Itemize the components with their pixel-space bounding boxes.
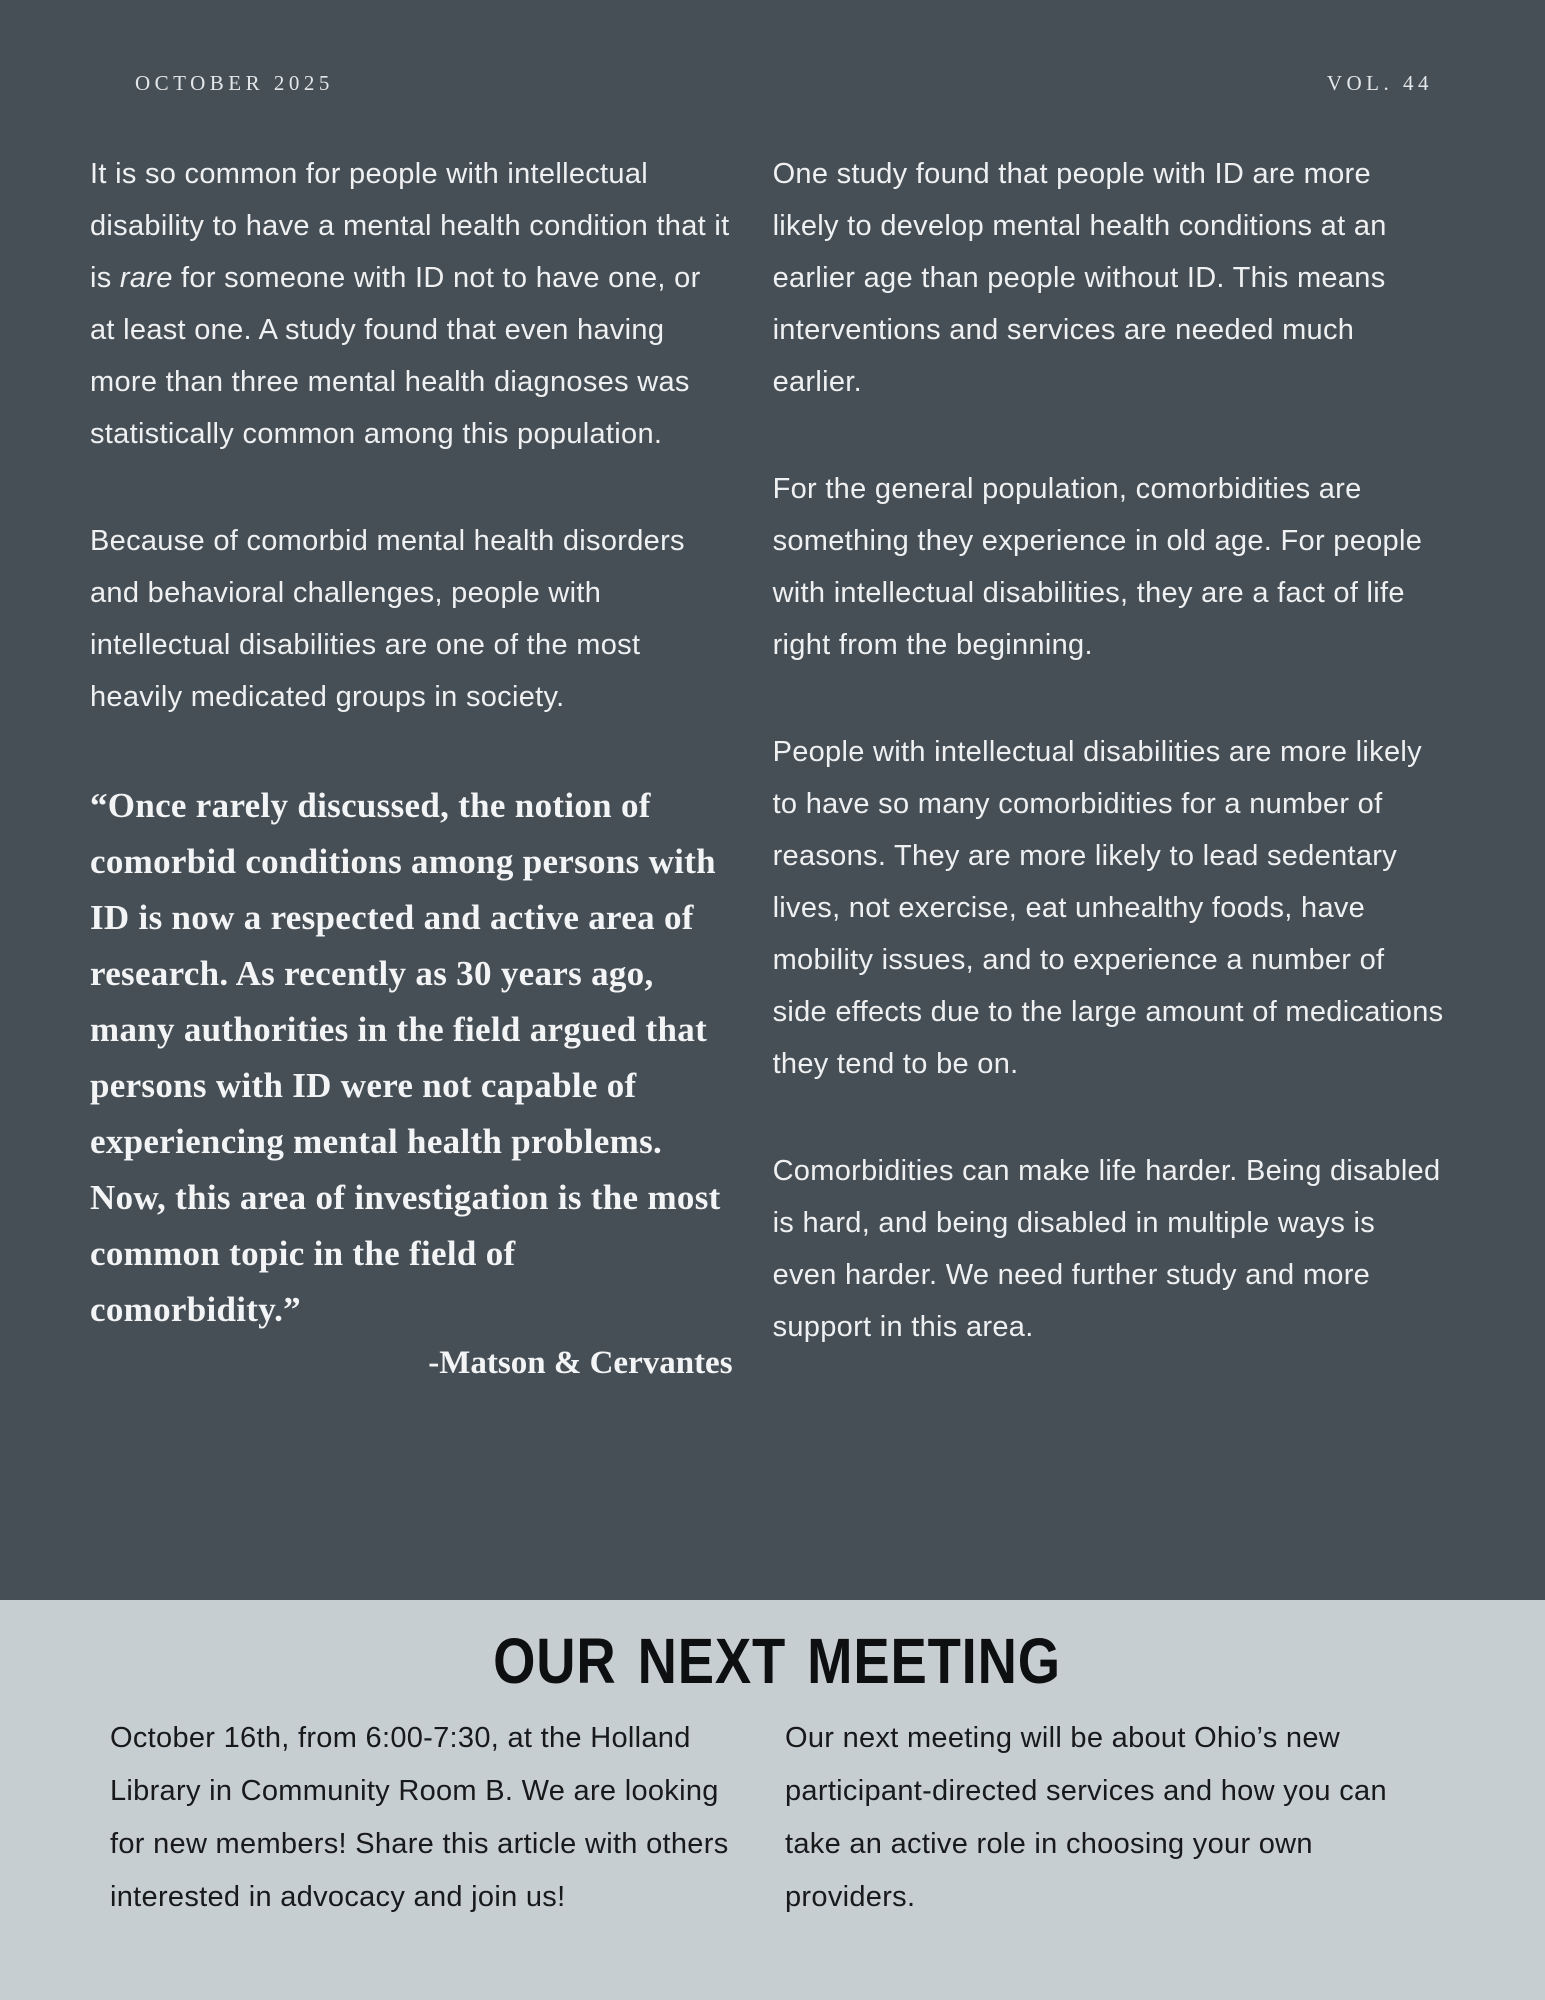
article-columns xyxy=(90,148,1445,1408)
left-paragraph-2: Because of comorbid mental health disorders and behavioral challenges, people with intellectual disabilities are one of the most heavily medicated groups in society. xyxy=(90,525,685,713)
masthead xyxy=(90,70,1445,96)
article-left-column xyxy=(90,148,733,1408)
meeting-title-text: OUR NEXT MEETING xyxy=(493,1625,1062,1697)
volume-label: VOL. 44 xyxy=(1326,71,1433,95)
meeting-title xyxy=(110,1625,1445,1697)
right-paragraph-2: For the general population, comorbidities are something they experience in old age. For people with intellectual disabilities, they are a fact of life right from the beginning. xyxy=(772,473,1423,661)
meeting-topic: Our next meeting will be about Ohio’s new participant-directed services and how you can take an active role in choosing your own providers. xyxy=(785,1722,1387,1913)
meeting-section xyxy=(0,1600,1545,2000)
issue-date: OCTOBER 2025 xyxy=(135,71,334,95)
meeting-right-column xyxy=(785,1712,1445,1924)
paragraph-text: for someone with ID not to have one, or at least one. A study found that even having more than three mental health diagnoses was statistically common among this population. xyxy=(90,262,701,450)
right-paragraph-3: People with intellectual disabilities are more likely to have so many comorbidities for a number of reasons. They are more likely to lead sedentary lives, not exercise, eat unhealthy foods, have mobility issues, and to experience a number of side effects due to the large amount of medications they tend to be on. xyxy=(772,736,1444,1080)
pull-quote: “Once rarely discussed, the notion of comorbid conditions among persons with ID is now a respected and active area of research. As recently as 30 years ago, many authorities in the field argued that persons with ID were not capable of experiencing mental health problems. Now, this area of investigation is the most common topic in the field of comorbidity.” xyxy=(90,786,721,1329)
italic-word: rare xyxy=(119,262,173,294)
meeting-columns xyxy=(110,1712,1445,1924)
paragraph-text: It is so common for people with intellectual disability to have a mental health condition that it is xyxy=(90,158,730,294)
quote-attribution: -Matson & Cervantes xyxy=(428,1345,733,1381)
article-right-column xyxy=(773,148,1445,1408)
left-paragraph-1 xyxy=(90,148,733,460)
right-paragraph-4: Comorbidities can make life harder. Being disabled is hard, and being disabled in multiple ways is even harder. We need further study and more support in this area. xyxy=(772,1155,1441,1343)
meeting-left-column xyxy=(110,1712,740,1924)
right-paragraph-1: One study found that people with ID are more likely to develop mental health conditions at an earlier age than people without ID. This means interventions and services are needed much earlier. xyxy=(772,158,1387,398)
meeting-details: October 16th, from 6:00-7:30, at the Holland Library in Community Room B. We are looking for new members! Share this article with others interested in advocacy and join us! xyxy=(110,1722,729,1913)
